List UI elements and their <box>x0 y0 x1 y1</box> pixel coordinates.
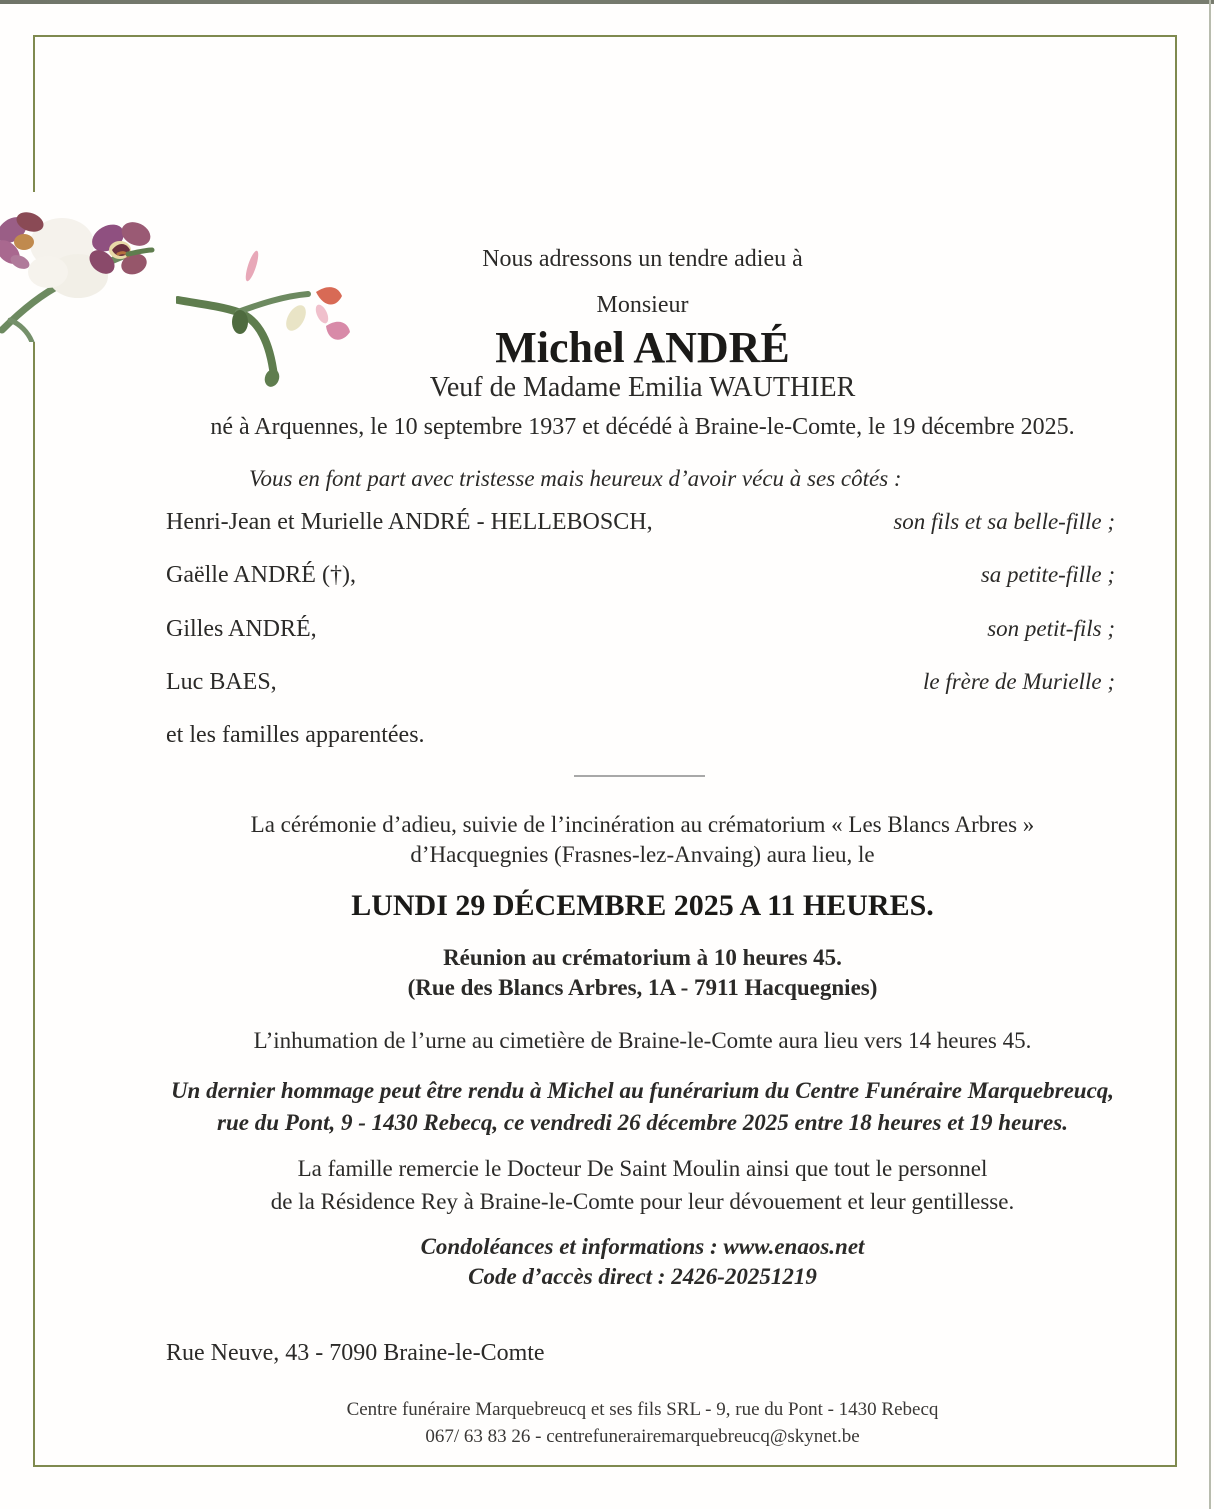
family-row <box>166 562 1115 589</box>
section-divider <box>574 775 705 777</box>
family-member-relation: sa petite-fille ; <box>980 562 1115 587</box>
thanks-line-1: La famille remercie le Docteur De Saint Moulin ainsi que tout le personnel <box>297 1156 988 1181</box>
tribute-line-1: Un dernier hommage peut être rendu à Michel au funérarium du Centre Funéraire Marquebreucq, <box>170 1078 1115 1103</box>
family-member-name: Luc BAES, <box>166 669 277 695</box>
intro-text: Nous adressons un tendre adieu à <box>482 246 803 272</box>
meeting-line: Réunion au crématorium à 10 heures 45. <box>443 945 842 970</box>
deceased-name: Michel ANDRÉ <box>495 323 790 372</box>
family-row <box>166 509 1115 536</box>
funeral-home-line: Centre funéraire Marquebreucq et ses fils SRL - 9, rue du Pont - 1430 Rebecq <box>346 1399 939 1420</box>
life-dates: né à Arquennes, le 10 septembre 1937 et décédé à Braine-le-Comte, le 19 décembre 2025. <box>210 414 1075 440</box>
salutation-text: Monsieur <box>596 292 689 318</box>
home-address: Rue Neuve, 43 - 7090 Braine-le-Comte <box>166 1340 545 1366</box>
scan-right-edge <box>1209 0 1211 1509</box>
ceremony-line-1: La cérémonie d’adieu, suivie de l’incinération au crématorium « Les Blancs Arbres » <box>250 812 1035 837</box>
widower-line: Veuf de Madame Emilia WAUTHIER <box>429 372 856 403</box>
crematorium-address: (Rue des Blancs Arbres, 1A - 7911 Hacquegnies) <box>407 975 878 1000</box>
condolences-line: Condoléances et informations : www.enaos.net <box>420 1234 865 1259</box>
ceremony-line-2: d’Hacquegnies (Frasnes-lez-Anvaing) aura lieu, le <box>410 842 875 867</box>
family-member-relation: le frère de Murielle ; <box>922 669 1115 694</box>
tribute-line-2: rue du Pont, 9 - 1430 Rebecq, ce vendredi 26 décembre 2025 entre 18 heures et 19 heures. <box>217 1110 1068 1135</box>
scan-top-edge <box>0 0 1214 4</box>
family-member-name: Gilles ANDRÉ, <box>166 616 317 642</box>
family-intro: Vous en font part avec tristesse mais heureux d’avoir vécu à ses côtés : <box>249 466 902 491</box>
family-member-relation: son petit-fils ; <box>987 616 1115 641</box>
ceremony-date: LUNDI 29 DÉCEMBRE 2025 A 11 HEURES. <box>351 889 934 922</box>
family-row <box>166 616 1115 643</box>
family-row <box>166 669 1115 696</box>
burial-line: L’inhumation de l’urne au cimetière de Braine-le-Comte aura lieu vers 14 heures 45. <box>253 1028 1032 1053</box>
funeral-home-contact: 067/ 63 83 26 - centrefunerairemarquebreucq@skynet.be <box>425 1426 860 1447</box>
family-member-relation: son fils et sa belle-fille ; <box>893 509 1115 534</box>
family-member-name: Gaëlle ANDRÉ (†), <box>166 562 356 588</box>
thanks-line-2: de la Résidence Rey à Braine-le-Comte pour leur dévouement et leur gentillesse. <box>270 1189 1015 1214</box>
family-member-name: Henri-Jean et Murielle ANDRÉ - HELLEBOSCH, <box>166 509 653 535</box>
family-close: et les familles apparentées. <box>166 722 425 748</box>
access-code-line: Code d’accès direct : 2426-20251219 <box>468 1264 817 1289</box>
